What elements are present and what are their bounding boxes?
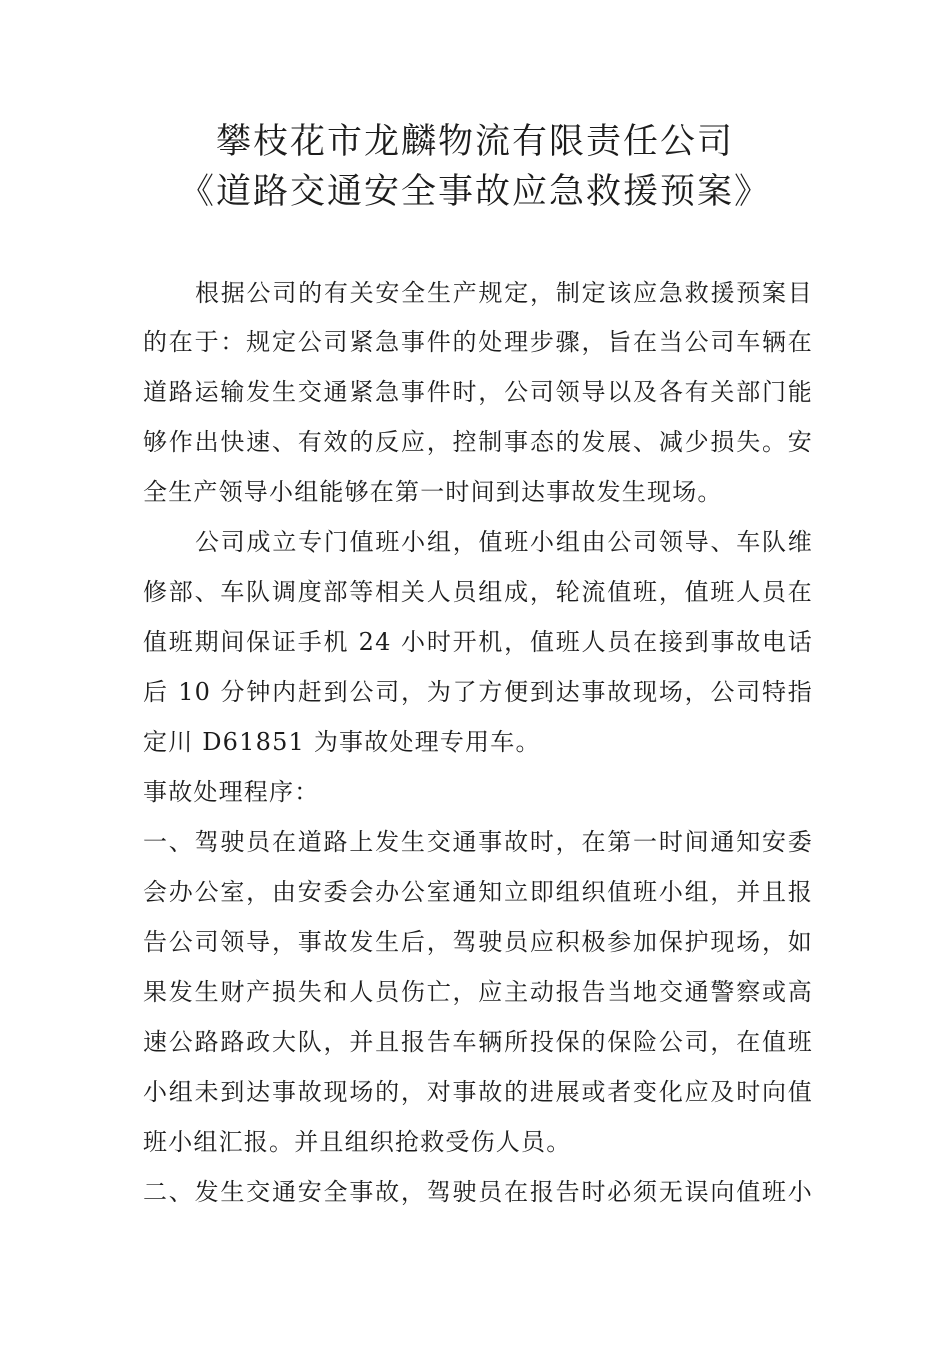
paragraph-line: 果发生财产损失和人员伤亡，应主动报告当地交通警察或高 (143, 978, 813, 1006)
paragraph-line: 修部、车队调度部等相关人员组成，轮流值班，值班人员在 (143, 578, 813, 606)
paragraph-line: 定川 D61851 为事故处理专用车。 (143, 728, 541, 756)
document-title-company: 攀枝花市龙麟物流有限责任公司 (215, 122, 734, 162)
paragraph-line: 公司成立专门值班小组，值班小组由公司领导、车队维 (195, 528, 813, 556)
paragraph-line: 值班期间保证手机 24 小时开机，值班人员在接到事故电话 (143, 628, 813, 656)
document-title-plan: 《道路交通安全事故应急救援预案》 (178, 172, 771, 212)
paragraph-line: 速公路路政大队，并且报告车辆所投保的保险公司，在值班 (143, 1028, 813, 1056)
paragraph-line: 一、驾驶员在道路上发生交通事故时，在第一时间通知安委 (143, 828, 813, 856)
paragraph-line: 够作出快速、有效的反应，控制事态的发展、减少损失。安 (143, 428, 813, 456)
paragraph-line: 的在于：规定公司紧急事件的处理步骤，旨在当公司车辆在 (143, 328, 813, 356)
paragraph-line: 会办公室，由安委会办公室通知立即组织值班小组，并且报 (143, 878, 813, 906)
paragraph-line: 全生产领导小组能够在第一时间到达事故发生现场。 (143, 478, 723, 506)
paragraph-line: 道路运输发生交通紧急事件时，公司领导以及各有关部门能 (143, 378, 813, 406)
paragraph-line: 班小组汇报。并且组织抢救受伤人员。 (143, 1128, 572, 1156)
paragraph-line: 二、发生交通安全事故，驾驶员在报告时必须无误向值班小 (143, 1178, 813, 1206)
paragraph-line: 小组未到达事故现场的，对事故的进展或者变化应及时向值 (143, 1078, 813, 1106)
paragraph-line: 后 10 分钟内赶到公司，为了方便到达事故现场，公司特指 (143, 678, 813, 706)
paragraph-line: 根据公司的有关安全生产规定，制定该应急救援预案目 (195, 279, 813, 307)
section-heading: 事故处理程序： (143, 778, 320, 806)
paragraph-line: 告公司领导，事故发生后，驾驶员应积极参加保护现场，如 (143, 928, 813, 956)
